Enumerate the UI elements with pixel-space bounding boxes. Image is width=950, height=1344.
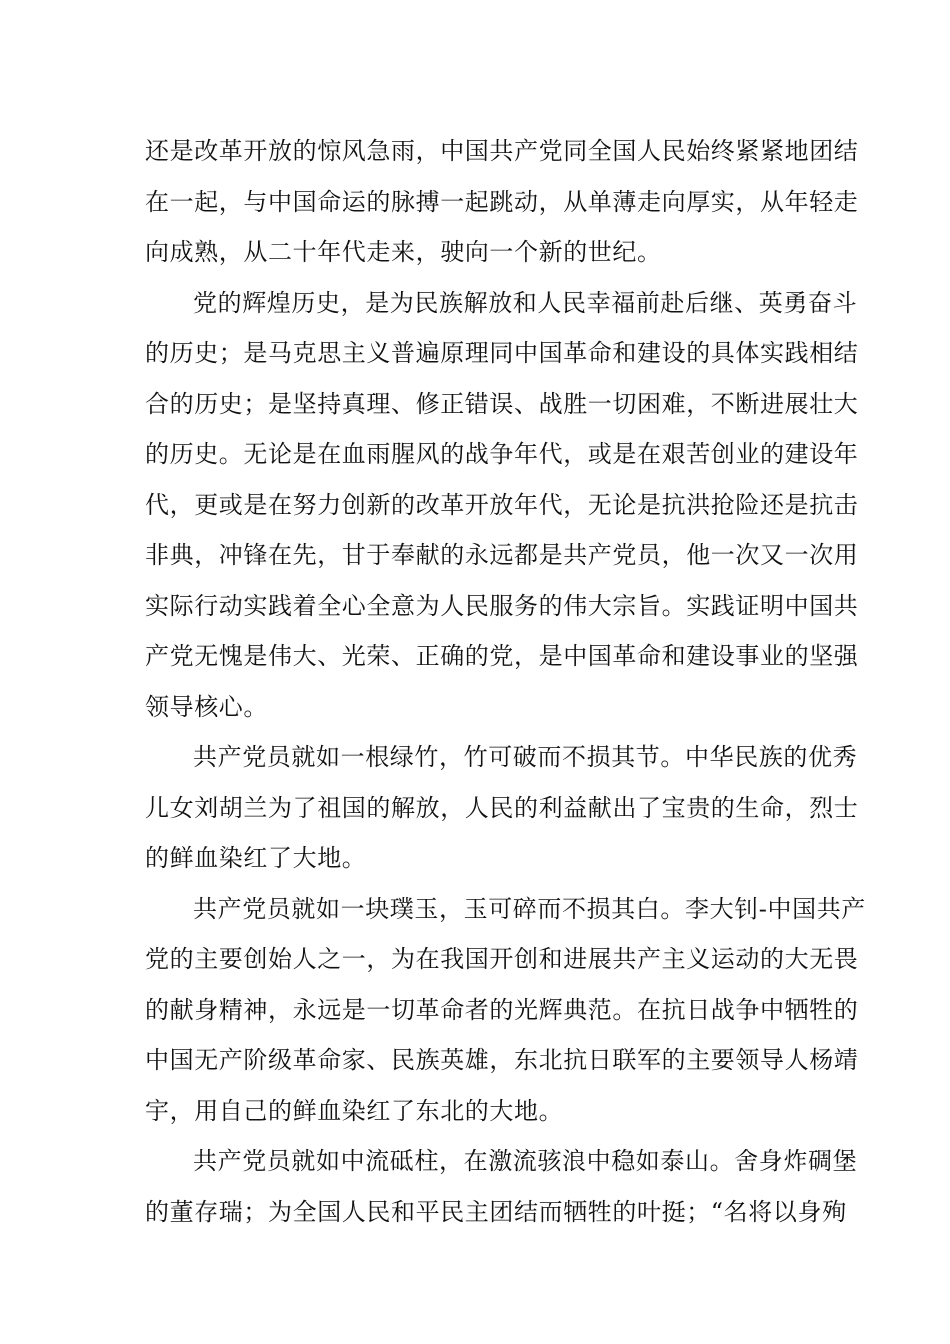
text-line: 产党无愧是伟大、光荣、正确的党，是中国革命和建设事业的坚强 [145,642,859,670]
text-line: 党的主要创始人之一，为在我国开创和进展共产主义运动的大无畏 [145,945,859,973]
text-line: 的历史。无论是在血雨腥风的战争年代，或是在艰苦创业的建设年 [145,440,859,468]
text-line: 的鲜血染红了大地。 [145,844,367,872]
text-line: 中国无产阶级革命家、民族英雄，东北抗日联军的主要领导人杨靖 [145,1046,859,1074]
text-line: 的历史；是马克思主义普遍原理同中国革命和建设的具体实践相结 [145,339,859,367]
text-line: 还是改革开放的惊风急雨，中国共产党同全国人民始终紧紧地团结 [145,137,859,165]
text-line: 的献身精神，永远是一切革命者的光辉典范。在抗日战争中牺牲的 [145,995,859,1024]
text-line: 宇，用自己的鲜血染红了东北的大地。 [145,1096,564,1125]
paragraph-first-line: 共产党员就如中流砥柱，在激流骇浪中稳如泰山。舍身炸碉堡 [193,1147,858,1175]
text-line: 向成熟，从二十年代走来，驶向一个新的世纪。 [145,238,662,266]
text-line: 在一起，与中国命运的脉搏一起跳动，从单薄走向厚实，从年轻走 [145,187,859,216]
paragraph-first-line: 共产党员就如一根绿竹，竹可破而不损其节。中华民族的优秀 [193,743,858,771]
paragraph-first-line: 共产党员就如一块璞玉，玉可碎而不损其白。李大钊-中国共产 [193,894,866,923]
text-line: 非典，冲锋在先，甘于奉献的永远都是共产党员，他一次又一次用 [145,541,859,569]
text-line: 的董存瑞；为全国人民和平民主团结而牺牲的叶挺；“名将以身殉 [145,1197,847,1226]
paragraph-first-line: 党的辉煌历史，是为民族解放和人民幸福前赴后继、英勇奋斗 [193,288,858,317]
text-line: 合的历史；是坚持真理、修正错误、战胜一切困难，不断进展壮大 [145,389,859,418]
text-line: 领导核心。 [145,692,268,721]
text-line: 代，更或是在努力创新的改革开放年代，无论是抗洪抢险还是抗击 [145,490,859,519]
text-line: 儿女刘胡兰为了祖国的解放，人民的利益献出了宝贵的生命，烈士 [145,793,859,822]
text-line: 实际行动实践着全心全意为人民服务的伟大宗旨。实践证明中国共 [145,591,859,620]
document-page [145,126,866,1237]
